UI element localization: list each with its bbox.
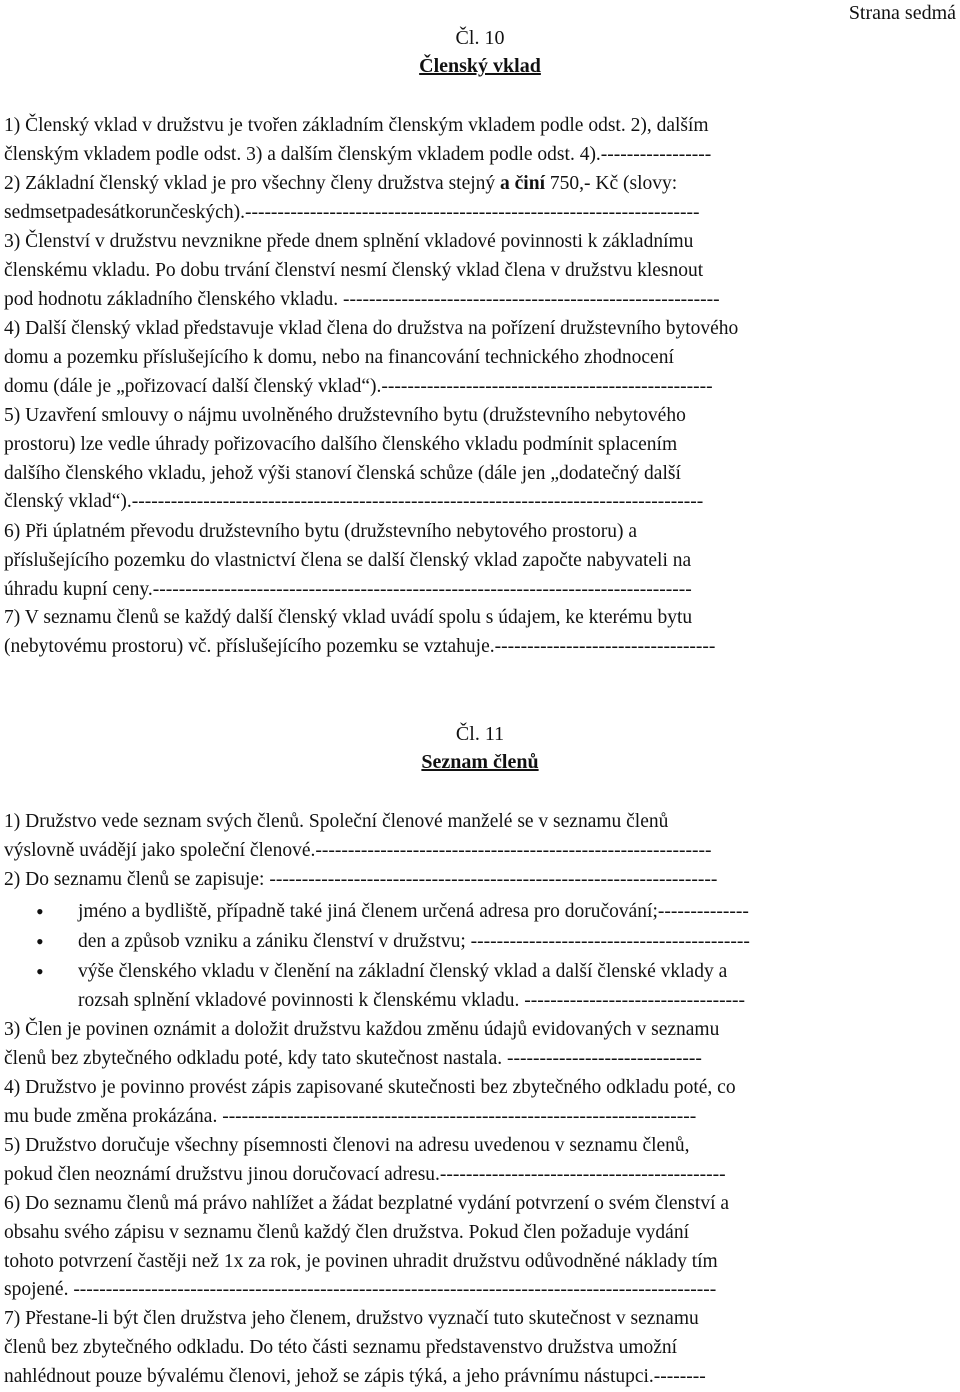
text-line: 5) Uzavření smlouvy o nájmu uvolněného družstevního bytu (družstevního nebytového [4, 405, 686, 426]
article-10-title: Členský vklad [419, 55, 541, 77]
text-line: spojené. --------------------------------------------------------------------------------------------------- [4, 1279, 717, 1301]
text-line: 4) Další členský vklad představuje vklad člena do družstva na pořízení družstevního bytového [4, 318, 739, 339]
art10-paragraph-4 [4, 315, 954, 401]
bullet-icon: • [36, 959, 44, 984]
bullet-icon: • [36, 899, 44, 924]
art10-paragraph-5 [4, 402, 954, 517]
text-line: 2) Do seznamu členů se zapisuje: --------------------------------------------------------------------- [4, 869, 718, 890]
text-line: 6) Do seznamu členů má právo nahlížet a žádat bezplatné vydání potvrzení o svém členství a [4, 1193, 730, 1214]
text-line: 2) Základní členský vklad je pro všechny členy družstva stejný a činí 750,- Kč (slovy: [4, 173, 678, 194]
article-11-heading [0, 720, 960, 776]
art11-paragraph-3 [4, 1016, 954, 1074]
page-number: Strana sedmá [848, 2, 956, 24]
text-line: 5) Družstvo doručuje všechny písemnosti členovi na adresu uvedenou v seznamu členů, [4, 1135, 690, 1156]
article-11-number: Čl. 11 [455, 723, 505, 745]
text-line: 3) Členství v družstvu nevznikne přede dnem splnění vkladové povinnosti k základnímu [4, 231, 694, 252]
text-line: tohoto potvrzení častěji než 1x za rok, je povinen uhradit družstvu odůvodněné náklady tím [4, 1250, 718, 1272]
text-line: mu bude změna prokázána. ------------------------------------------------------------------------- [4, 1105, 697, 1127]
list-item [30, 928, 954, 957]
text-line: rozsah splnění vkladové povinnosti k členskému vkladu. ---------------------------------- [78, 989, 746, 1011]
art11-paragraph-6 [4, 1190, 954, 1305]
text-line: domu (dále je „pořizovací další členský vklad“).--------------------------------------------------- [4, 375, 713, 397]
art11-paragraph-7 [4, 1305, 954, 1391]
text-line: prostoru) lze vedle úhrady pořizovacího dalšího členského vkladu podmínit splacením [4, 433, 678, 455]
text-line: jméno a bydliště, případně také jiná členem určená adresa pro doručování;-------------- [78, 901, 749, 922]
list-item [30, 898, 954, 927]
art11-paragraph-4 [4, 1074, 954, 1132]
text-line: členů bez zbytečného odkladu poté, kdy tato skutečnost nastala. ------------------------------ [4, 1047, 702, 1069]
text-line: 6) Při úplatném převodu družstevního bytu (družstevního nebytového prostoru) a [4, 521, 638, 542]
art11-paragraph-2 [4, 866, 954, 895]
art10-paragraph-1 [4, 112, 954, 170]
text-line: dalšího členského vkladu, jehož výši stanoví členská schůze (dále jen „dodatečný další [4, 462, 681, 484]
text-line: členů bez zbytečného odkladu. Do této části seznamu představenstvo družstva umožní [4, 1336, 678, 1358]
text-line: členskému vkladu. Po dobu trvání členství nesmí členský vklad člena v družstvu klesnout [4, 259, 704, 281]
art10-paragraph-2 [4, 170, 954, 228]
text-line: členským vkladem podle odst. 3) a dalším členským vkladem podle odst. 4).----------------- [4, 143, 712, 165]
text-line: úhradu kupní ceny.----------------------------------------------------------------------------------- [4, 578, 692, 600]
text-line: 1) Družstvo vede seznam svých členů. Společní členové manželé se v seznamu členů [4, 811, 669, 832]
text-line: nahlédnout pouze bývalému členovi, jehož se zápis týká, a jeho právnímu nástupci.-------- [4, 1365, 706, 1387]
text-line: 3) Člen je povinen oznámit a doložit družstvu každou změnu údajů evidovaných v seznamu [4, 1019, 720, 1040]
art10-paragraph-7 [4, 604, 954, 662]
text-line: pod hodnotu základního členského vkladu. ---------------------------------------------------------- [4, 288, 720, 310]
bullet-icon: • [36, 929, 44, 954]
text-line: den a způsob vzniku a zániku členství v družstvu; ------------------------------------------- [78, 931, 750, 952]
art10-paragraph-3 [4, 228, 954, 314]
text-line: obsahu svého zápisu v seznamu členů každý člen družstva. Pokud člen požaduje vydání [4, 1221, 690, 1243]
text-line: 7) Přestane-li být člen družstva jeho členem, družstvo vyznačí tuto skutečnost v seznamu [4, 1308, 699, 1329]
text-line: výše členského vkladu v členění na základní členský vklad a další členské vklady a [78, 961, 728, 982]
text-line: (nebytovému prostoru) vč. příslušejícího pozemku se vztahuje.---------------------------------- [4, 635, 716, 657]
text-line: členský vklad“).---------------------------------------------------------------------------------------- [4, 491, 704, 513]
article-10-heading [0, 24, 960, 80]
art10-paragraph-6 [4, 518, 954, 604]
art11-paragraph-1 [4, 808, 954, 866]
text-line: 4) Družstvo je povinno provést zápis zapisované skutečnosti bez zbytečného odkladu poté, co [4, 1077, 736, 1098]
article-11-title: Seznam členů [421, 751, 539, 773]
text-line: výslovně uvádějí jako společní členové.------------------------------------------------------------- [4, 839, 712, 861]
text-line: 1) Členský vklad v družstvu je tvořen základním členským vkladem podle odst. 2), dalším [4, 115, 709, 136]
text-line: sedmsetpadesátkorunčeských).---------------------------------------------------------------------- [4, 201, 700, 223]
list-item [30, 958, 954, 1016]
text-line: pokud člen neoznámí družstvu jinou doručovací adresu.-------------------------------------------- [4, 1163, 726, 1185]
text-line: příslušejícího pozemku do vlastnictví člena se další členský vklad započte nabyvateli na [4, 549, 692, 571]
text-line: 7) V seznamu členů se každý další členský vklad uvádí spolu s údajem, ke kterému bytu [4, 607, 693, 628]
art11-paragraph-5 [4, 1132, 954, 1190]
text-line: domu a pozemku příslušejícího k domu, nebo na financování technického zhodnocení [4, 346, 674, 368]
article-10-number: Čl. 10 [455, 27, 505, 49]
